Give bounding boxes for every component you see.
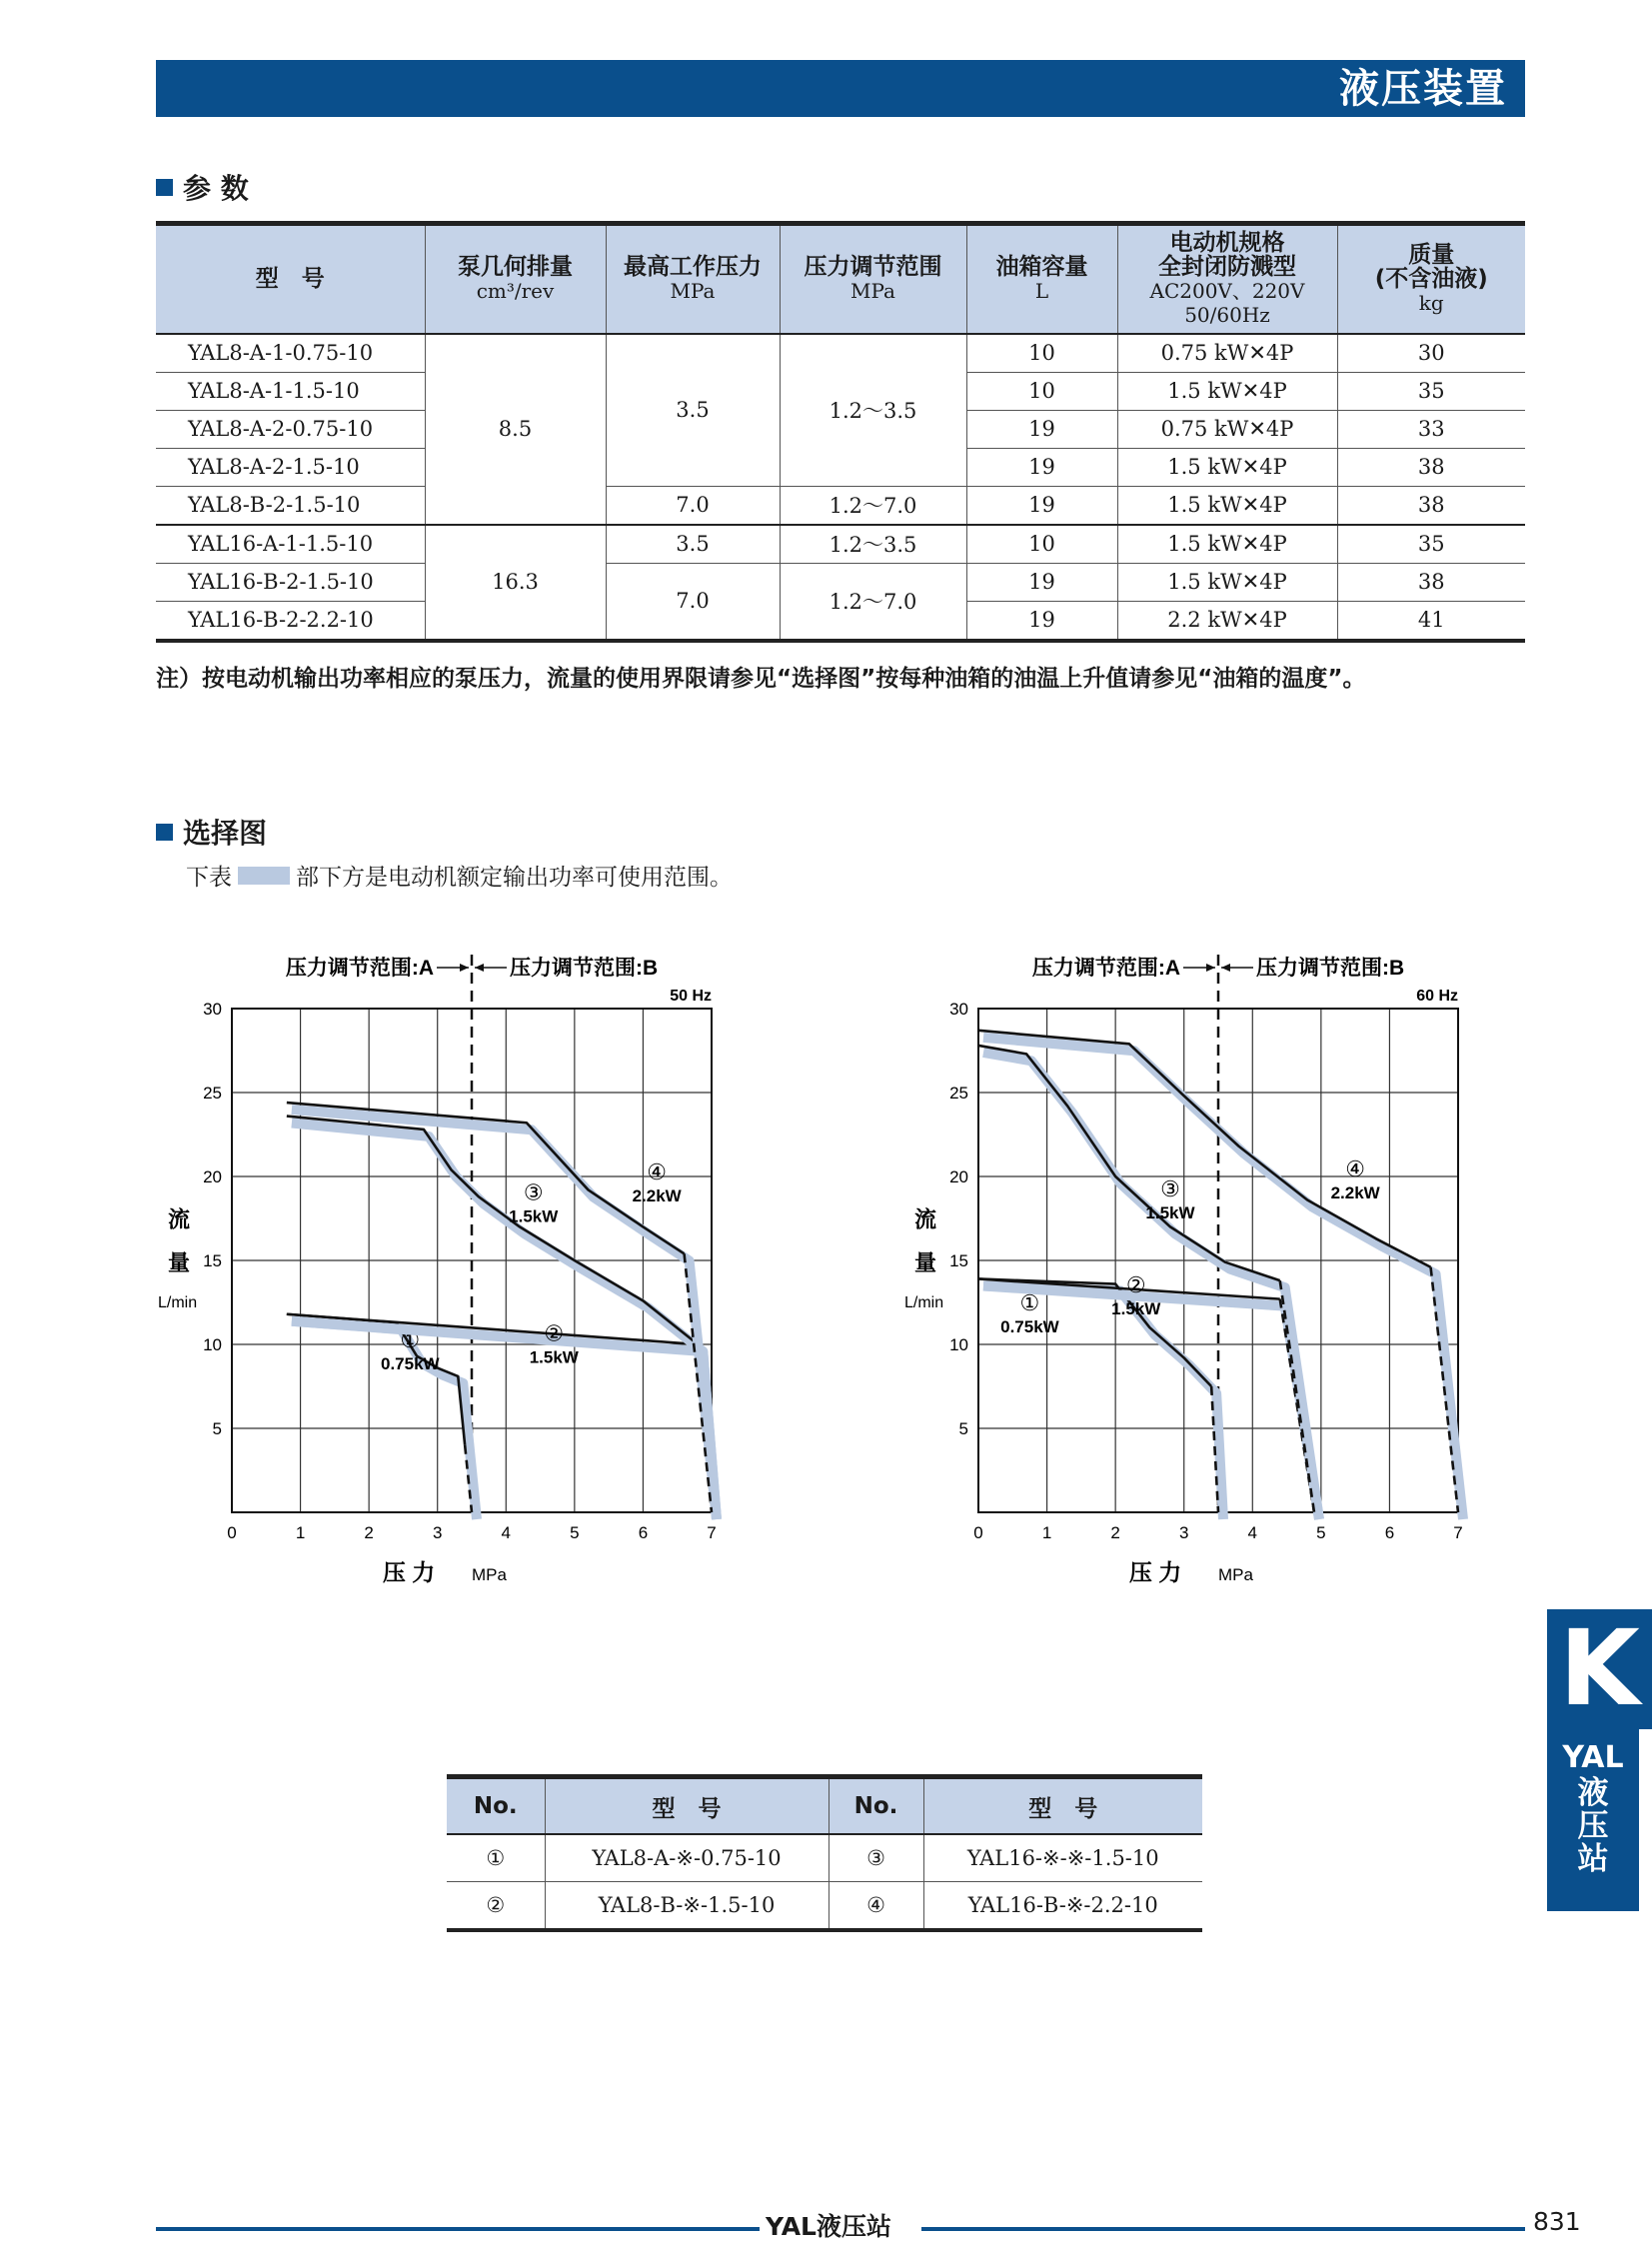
series-label: 1.5kW (509, 1206, 559, 1226)
model-cell: YAL8-A-1-0.75-10 (156, 334, 425, 373)
tank-cell: 19 (966, 448, 1117, 486)
motor-cell: 2.2 kW✕4P (1117, 601, 1337, 641)
no-cell: ① (447, 1834, 545, 1882)
params-table (156, 221, 1525, 643)
selection-section-title (156, 812, 267, 852)
page-number: 831 (1533, 2207, 1581, 2236)
footer-rule-right (921, 2227, 1525, 2231)
params-header-row (156, 224, 1525, 334)
bullet-square-icon (156, 824, 173, 841)
range-a-arrowhead (460, 964, 469, 972)
displacement-cell: 8.5 (425, 334, 606, 525)
model-cell: YAL16-B-※-2.2-10 (923, 1882, 1202, 1931)
model-cell: YAL8-B-※-1.5-10 (545, 1882, 828, 1931)
series-label: 1.5kW (1111, 1298, 1161, 1318)
series-marker: ④ (1345, 1155, 1366, 1181)
x-tick-label: 7 (1453, 1523, 1463, 1542)
pressure-range-cell: 1.2～3.5 (780, 334, 966, 487)
y-tick-label: 25 (203, 1084, 222, 1103)
x-tick-label: 1 (1041, 1523, 1052, 1542)
table-row (156, 525, 1525, 564)
tank-cell: 10 (966, 334, 1117, 373)
model-cell: YAL16-A-1-1.5-10 (156, 525, 425, 564)
selection-legend (186, 859, 733, 892)
mass-cell: 38 (1337, 563, 1525, 601)
models-table (447, 1774, 1202, 1932)
no-cell: ③ (828, 1834, 923, 1882)
legend-text-after: 部下方是电动机额定输出功率可使用范围。 (296, 865, 733, 891)
models-header-row (447, 1777, 1202, 1835)
series-band (292, 1321, 717, 1519)
table-row (156, 486, 1525, 525)
series-marker: ② (544, 1320, 565, 1346)
series-marker: ④ (647, 1159, 668, 1185)
x-tick-label: 7 (707, 1523, 717, 1542)
series-marker: ① (400, 1327, 421, 1353)
max-pressure-cell: 7.0 (606, 563, 780, 641)
col-pressure-range: 压力调节范围 MPa (780, 224, 966, 334)
mass-cell: 38 (1337, 486, 1525, 525)
x-axis-label: 压 力 (382, 1559, 436, 1584)
table-row (156, 563, 1525, 601)
model-cell: YAL8-A-2-0.75-10 (156, 410, 425, 448)
series-marker: ③ (523, 1179, 544, 1205)
series-label: 2.2kW (632, 1186, 682, 1206)
chart-frequency-label: 60 Hz (1416, 988, 1458, 1005)
x-tick-label: 1 (295, 1523, 306, 1542)
motor-cell: 0.75 kW✕4P (1117, 334, 1337, 373)
col-no: No. (828, 1777, 923, 1835)
model-cell: YAL8-A-※-0.75-10 (545, 1834, 828, 1882)
y-tick-label: 10 (203, 1335, 222, 1354)
y-tick-label: 5 (212, 1419, 222, 1438)
motor-cell: 0.75 kW✕4P (1117, 410, 1337, 448)
col-max-pressure: 最高工作压力 MPa (606, 224, 780, 334)
x-tick-label: 5 (1316, 1523, 1326, 1542)
mass-cell: 38 (1337, 448, 1525, 486)
model-cell: YAL8-A-1-1.5-10 (156, 372, 425, 410)
col-mass: 质量 (不含油液) kg (1337, 224, 1525, 334)
tank-cell: 10 (966, 372, 1117, 410)
series-label: 2.2kW (1330, 1182, 1380, 1202)
x-axis-unit: MPa (472, 1565, 507, 1584)
page-header-title: 液压装置 (1339, 66, 1507, 112)
x-tick-label: 0 (973, 1523, 983, 1542)
tank-cell: 19 (966, 410, 1117, 448)
x-tick-label: 2 (1110, 1523, 1120, 1542)
footer-rule-left (156, 2227, 760, 2231)
motor-cell: 1.5 kW✕4P (1117, 486, 1337, 525)
col-model: 型 号 (923, 1777, 1202, 1835)
table-row (156, 334, 1525, 373)
x-axis-unit: MPa (1218, 1565, 1253, 1584)
footer-title: YAL液压站 (766, 2212, 891, 2241)
max-pressure-cell: 3.5 (606, 334, 780, 487)
motor-cell: 1.5 kW✕4P (1117, 448, 1337, 486)
y-tick-label: 10 (949, 1335, 968, 1354)
params-note: 注）按电动机输出功率相应的泵压力，流量的使用界限请参见“选择图”按每种油箱的油温上升值请参见“油箱的温度”。 (156, 666, 1366, 692)
range-a-arrowhead (1206, 964, 1215, 972)
y-axis-label: 量 (914, 1250, 937, 1276)
band-swatch (238, 867, 290, 885)
x-tick-label: 3 (432, 1523, 443, 1542)
table-row (447, 1882, 1202, 1931)
side-tab (1547, 1609, 1652, 1911)
y-tick-label: 5 (958, 1419, 968, 1438)
model-cell: YAL8-B-2-1.5-10 (156, 486, 425, 525)
header-bar (156, 60, 1525, 117)
bullet-square-icon (156, 179, 173, 196)
y-axis-unit: L/min (904, 1294, 944, 1312)
params-title-text: 参 数 (183, 172, 249, 205)
y-axis-label: 流 (168, 1206, 191, 1232)
y-tick-label: 20 (203, 1167, 222, 1186)
range-b-arrowhead (475, 964, 484, 972)
pressure-range-cell: 1.2～3.5 (780, 525, 966, 564)
x-tick-label: 4 (1247, 1523, 1258, 1542)
motor-cell: 1.5 kW✕4P (1117, 372, 1337, 410)
chart-svg (150, 945, 740, 1584)
col-motor: 电动机规格 全封闭防溅型 AC200V、220V 50/60Hz (1117, 224, 1337, 334)
series-label: 0.75kW (1000, 1317, 1059, 1337)
col-no: No. (447, 1777, 545, 1835)
y-tick-label: 15 (949, 1251, 968, 1270)
tank-cell: 10 (966, 525, 1117, 564)
side-tab-char: 压 (1577, 1808, 1609, 1844)
series-label: 1.5kW (529, 1347, 579, 1367)
x-tick-label: 6 (1384, 1523, 1395, 1542)
series-line (978, 1031, 1431, 1267)
x-tick-label: 4 (501, 1523, 512, 1542)
series-marker: ② (1125, 1271, 1146, 1297)
model-cell: YAL16-※-※-1.5-10 (923, 1834, 1202, 1882)
series-label: 1.5kW (1145, 1203, 1195, 1222)
tank-cell: 19 (966, 601, 1117, 641)
mass-cell: 35 (1337, 372, 1525, 410)
selection-title-text: 选择图 (183, 817, 268, 850)
col-tank: 油箱容量 L (966, 224, 1117, 334)
model-cell: YAL16-B-2-1.5-10 (156, 563, 425, 601)
series-band (292, 1321, 477, 1519)
tank-cell: 19 (966, 563, 1117, 601)
range-a-label: 压力调节范围:A (1031, 957, 1180, 980)
max-pressure-cell: 3.5 (606, 525, 780, 564)
y-tick-label: 30 (203, 1000, 222, 1019)
chart-svg (896, 945, 1486, 1584)
side-tab-letter: K (1547, 1609, 1652, 1729)
y-axis-label: 流 (914, 1206, 937, 1232)
mass-cell: 33 (1337, 410, 1525, 448)
side-tab-series: YAL (1562, 1740, 1624, 1775)
series-label: 0.75kW (380, 1354, 440, 1374)
mass-cell: 35 (1337, 525, 1525, 564)
max-pressure-cell: 7.0 (606, 486, 780, 525)
chart-60hz (896, 945, 1486, 1584)
col-model: 型 号 (156, 224, 425, 334)
series-marker: ① (1019, 1290, 1040, 1316)
y-tick-label: 15 (203, 1251, 222, 1270)
x-tick-label: 2 (364, 1523, 374, 1542)
y-tick-label: 25 (949, 1084, 968, 1103)
series-marker: ③ (1160, 1176, 1180, 1201)
x-tick-label: 3 (1178, 1523, 1189, 1542)
model-cell: YAL8-A-2-1.5-10 (156, 448, 425, 486)
model-cell: YAL16-B-2-2.2-10 (156, 601, 425, 641)
range-b-label: 压力调节范围:B (1256, 957, 1405, 980)
no-cell: ② (447, 1882, 545, 1931)
tank-cell: 19 (966, 486, 1117, 525)
y-tick-label: 30 (949, 1000, 968, 1019)
side-tab-char: 液 (1577, 1775, 1609, 1811)
x-tick-label: 0 (227, 1523, 237, 1542)
motor-cell: 1.5 kW✕4P (1117, 525, 1337, 564)
chart-50hz (150, 945, 740, 1584)
motor-cell: 1.5 kW✕4P (1117, 563, 1337, 601)
side-tab-label (1547, 1729, 1639, 1911)
pressure-range-cell: 1.2～7.0 (780, 486, 966, 525)
x-tick-label: 5 (570, 1523, 580, 1542)
x-axis-label: 压 力 (1128, 1559, 1182, 1584)
pressure-range-cell: 1.2～7.0 (780, 563, 966, 641)
params-section-title (156, 167, 249, 207)
mass-cell: 41 (1337, 601, 1525, 641)
y-axis-unit: L/min (158, 1294, 198, 1312)
range-b-label: 压力调节范围:B (510, 957, 659, 980)
chart-frequency-label: 50 Hz (670, 988, 712, 1005)
range-a-label: 压力调节范围:A (285, 957, 434, 980)
displacement-cell: 16.3 (425, 525, 606, 641)
series-line (978, 1046, 1280, 1280)
y-axis-label: 量 (168, 1250, 191, 1276)
mass-cell: 30 (1337, 334, 1525, 373)
table-row (447, 1834, 1202, 1882)
side-tab-char: 站 (1577, 1841, 1609, 1877)
no-cell: ④ (828, 1882, 923, 1931)
y-tick-label: 20 (949, 1167, 968, 1186)
col-model: 型 号 (545, 1777, 828, 1835)
range-b-arrowhead (1221, 964, 1230, 972)
legend-text-before: 下表 (186, 865, 232, 891)
x-tick-label: 6 (638, 1523, 649, 1542)
col-displacement: 泵几何排量 cm³/rev (425, 224, 606, 334)
